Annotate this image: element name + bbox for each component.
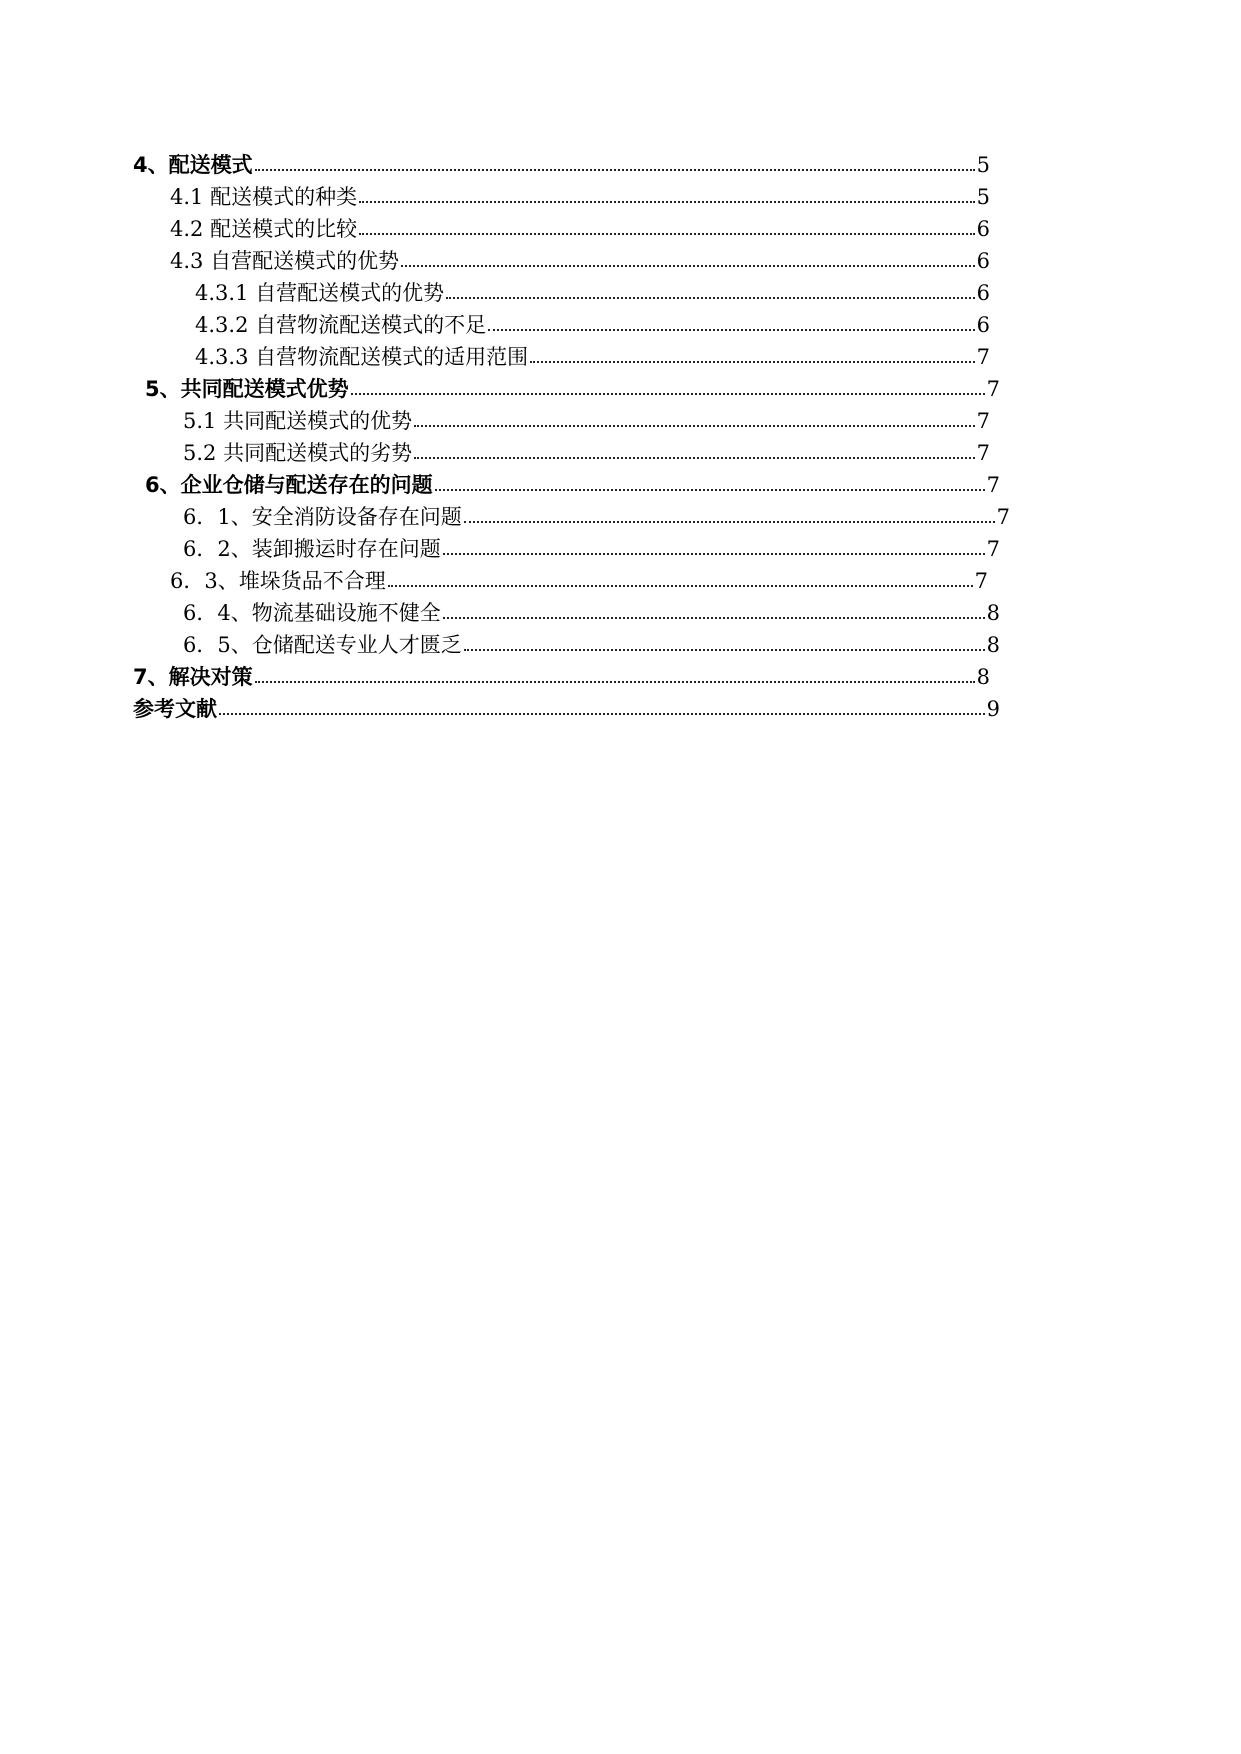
toc-entry-4-3-2[interactable] — [195, 310, 990, 340]
toc-entry-chapter-7[interactable] — [133, 662, 990, 692]
toc-entry-page: 5 — [976, 185, 990, 209]
toc-entry-4-2[interactable] — [170, 214, 990, 244]
toc-entry-5-2[interactable] — [183, 438, 990, 468]
dot-leader — [253, 662, 977, 692]
toc-entry-title: 参考文献 — [133, 697, 217, 721]
toc-entry-title: 6．3、堆垛货品不合理 — [170, 569, 386, 593]
dot-leader — [357, 182, 977, 212]
toc-entry-6-3[interactable] — [170, 566, 988, 596]
toc-entry-title: 6．1、安全消防设备存在问题 — [183, 505, 462, 529]
dot-leader — [253, 150, 977, 180]
toc-entry-4-3[interactable] — [170, 246, 990, 276]
toc-entry-page: 7 — [976, 409, 990, 433]
toc-entry-title: 6．4、物流基础设施不健全 — [183, 601, 441, 625]
toc-entry-page: 6 — [976, 281, 990, 305]
toc-entry-references[interactable] — [133, 694, 1000, 724]
toc-entry-title: 4.3.1 自营配送模式的优势 — [195, 281, 445, 305]
dot-leader — [462, 630, 987, 660]
toc-entry-title: 4.2 配送模式的比较 — [170, 217, 358, 241]
dot-leader — [486, 310, 977, 340]
toc-entry-page: 7 — [976, 441, 990, 465]
toc-entry-page: 7 — [986, 377, 1000, 401]
toc-entry-title: 4.3.2 自营物流配送模式的不足 — [195, 313, 487, 337]
dot-leader — [462, 502, 997, 532]
toc-entry-page: 7 — [986, 473, 1000, 497]
dot-leader — [386, 566, 975, 596]
toc-entry-chapter-5[interactable] — [145, 374, 1000, 404]
dot-leader — [412, 438, 977, 468]
dot-leader — [217, 694, 987, 724]
toc-entry-title: 5.1 共同配送模式的优势 — [183, 409, 413, 433]
dot-leader — [433, 470, 987, 500]
toc-entry-title: 4.1 配送模式的种类 — [170, 185, 358, 209]
toc-entry-4-3-1[interactable] — [195, 278, 990, 308]
toc-entry-6-4[interactable] — [183, 598, 1000, 628]
toc-entry-title: 6．2、装卸搬运时存在问题 — [183, 537, 441, 561]
toc-entry-page: 6 — [976, 249, 990, 273]
toc-entry-chapter-6[interactable] — [145, 470, 1000, 500]
toc-entry-page: 5 — [976, 153, 990, 177]
toc-entry-page: 8 — [976, 665, 990, 689]
toc-entry-title: 5.2 共同配送模式的劣势 — [183, 441, 413, 465]
toc-entry-title: 7、解决对策 — [133, 665, 253, 689]
toc-entry-page: 6 — [976, 313, 990, 337]
dot-leader — [412, 406, 977, 436]
toc-entry-title: 5、共同配送模式优势 — [145, 377, 349, 401]
toc-entry-title: 6．5、仓储配送专业人才匮乏 — [183, 633, 462, 657]
dot-leader — [349, 374, 987, 404]
toc-entry-page: 7 — [996, 505, 1010, 529]
toc-entry-title: 6、企业仓储与配送存在的问题 — [145, 473, 433, 497]
toc-entry-title: 4.3 自营配送模式的优势 — [170, 249, 400, 273]
dot-leader — [399, 246, 977, 276]
dot-leader — [441, 598, 987, 628]
toc-entry-chapter-4[interactable] — [133, 150, 990, 180]
toc-entry-4-1[interactable] — [170, 182, 990, 212]
toc-entry-page: 9 — [986, 697, 1000, 721]
toc-entry-page: 7 — [986, 537, 1000, 561]
toc-entry-6-2[interactable] — [183, 534, 1000, 564]
dot-leader — [357, 214, 977, 244]
toc-entry-5-1[interactable] — [183, 406, 990, 436]
toc-entry-6-1[interactable] — [183, 502, 1010, 532]
toc-entry-4-3-3[interactable] — [195, 342, 990, 372]
toc-entry-page: 7 — [974, 569, 988, 593]
toc-entry-page: 8 — [986, 633, 1000, 657]
dot-leader — [441, 534, 987, 564]
toc-entry-page: 7 — [976, 345, 990, 369]
toc-entry-page: 8 — [986, 601, 1000, 625]
toc-entry-page: 6 — [976, 217, 990, 241]
toc-entry-6-5[interactable] — [183, 630, 1000, 660]
dot-leader — [528, 342, 977, 372]
toc-entry-title: 4、配送模式 — [133, 153, 253, 177]
toc-entry-title: 4.3.3 自营物流配送模式的适用范围 — [195, 345, 529, 369]
dot-leader — [444, 278, 977, 308]
